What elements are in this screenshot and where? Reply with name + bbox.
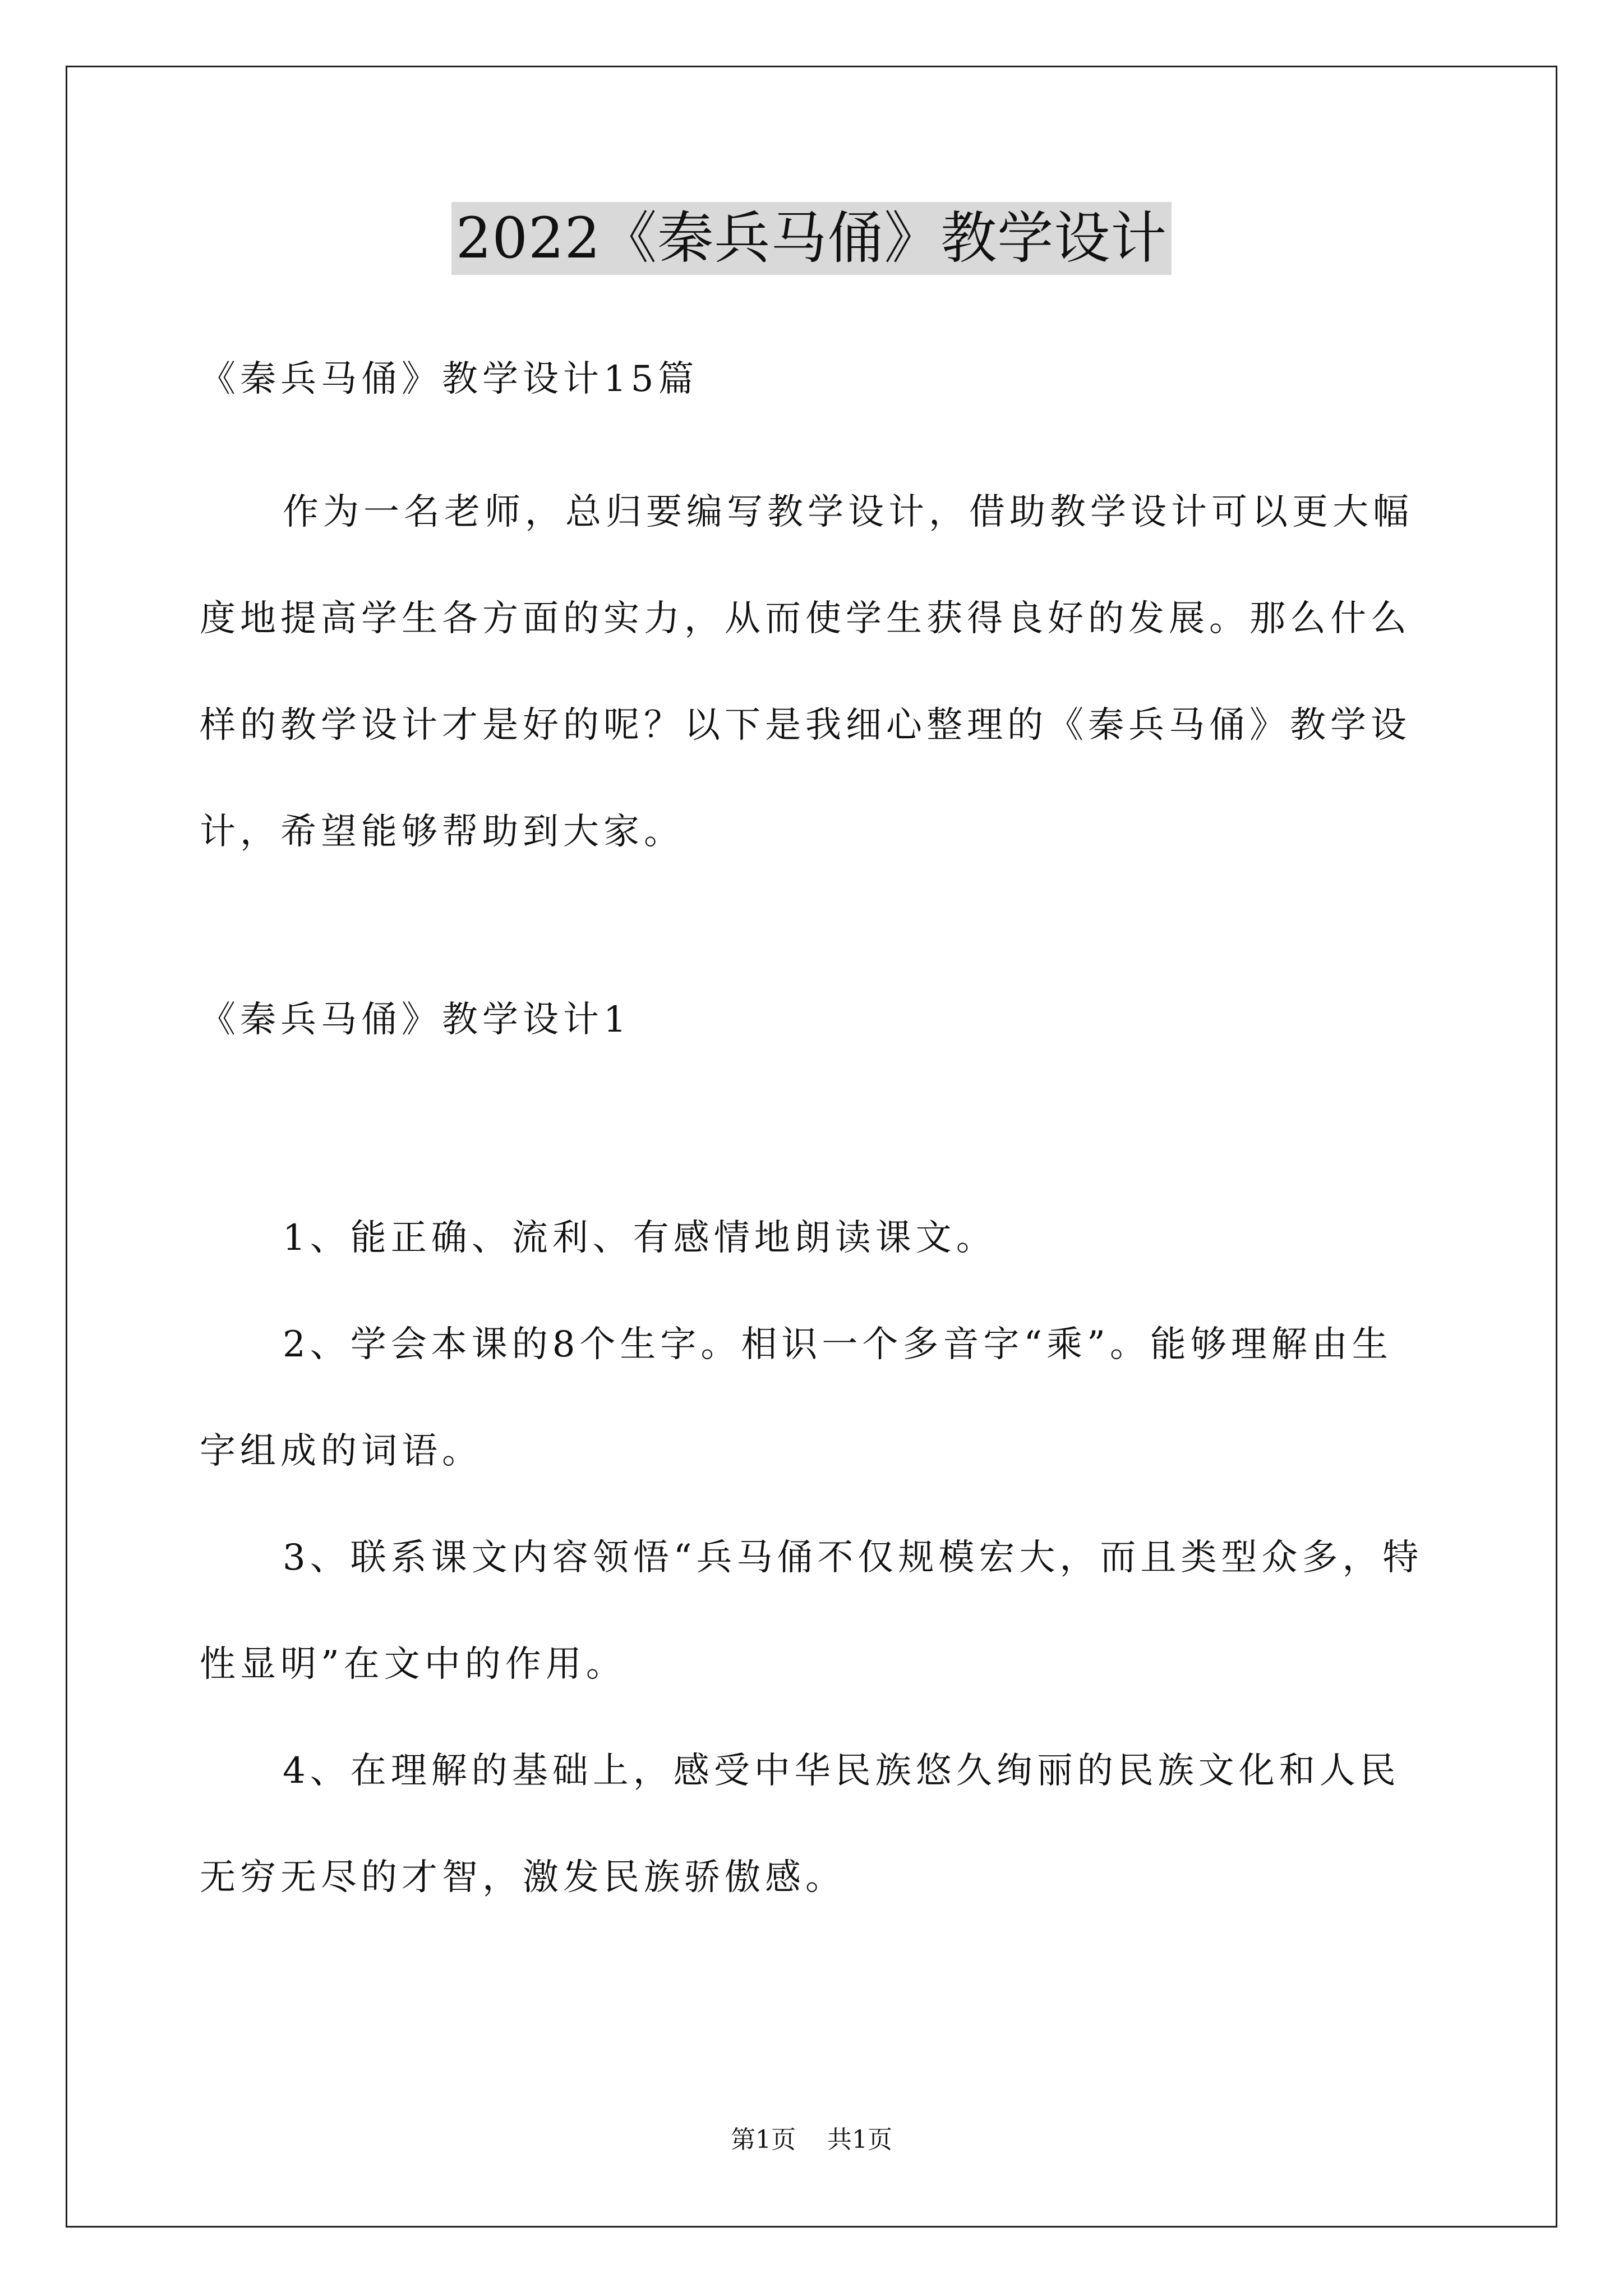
document-title: 2022《秦兵马俑》教学设计 (451, 202, 1172, 275)
page-footer (0, 2123, 1623, 2157)
objective-item-1: 1、能正确、流利、有感情地朗读课文。 (283, 1217, 997, 1259)
objective-item-4: 4、在理解的基础上，感受中华民族悠久绚丽的民族文化和人民无穷无尽的才智，激发民族骄傲感。 (200, 1750, 1400, 1898)
objectives-list (200, 1185, 1428, 1931)
intro-paragraph: 作为一名老师，总归要编写教学设计，借助教学设计可以更大幅度地提高学生各方面的实力，从而使学生获得良好的发展。那么什么样的教学设计才是好的呢？以下是我细心整理的《秦兵马俑》教学设计，希望能够帮助到大家。 (200, 491, 1413, 853)
objective-item-3: 3、联系课文内容领悟“兵马俑不仅规模宏大，而且类型众多，特性显明”在文中的作用。 (200, 1537, 1423, 1685)
page-total: 共1页 (827, 2125, 892, 2154)
section-heading: 《秦兵马俑》教学设计1 (200, 999, 631, 1041)
objective-item-2: 2、学会本课的8个生字。相识一个多音字“乘”。能够理解由生字组成的词语。 (200, 1324, 1393, 1472)
page-number: 第1页 (731, 2125, 796, 2154)
title-container (0, 202, 1623, 275)
document-subtitle: 《秦兵马俑》教学设计15篇 (200, 358, 699, 400)
